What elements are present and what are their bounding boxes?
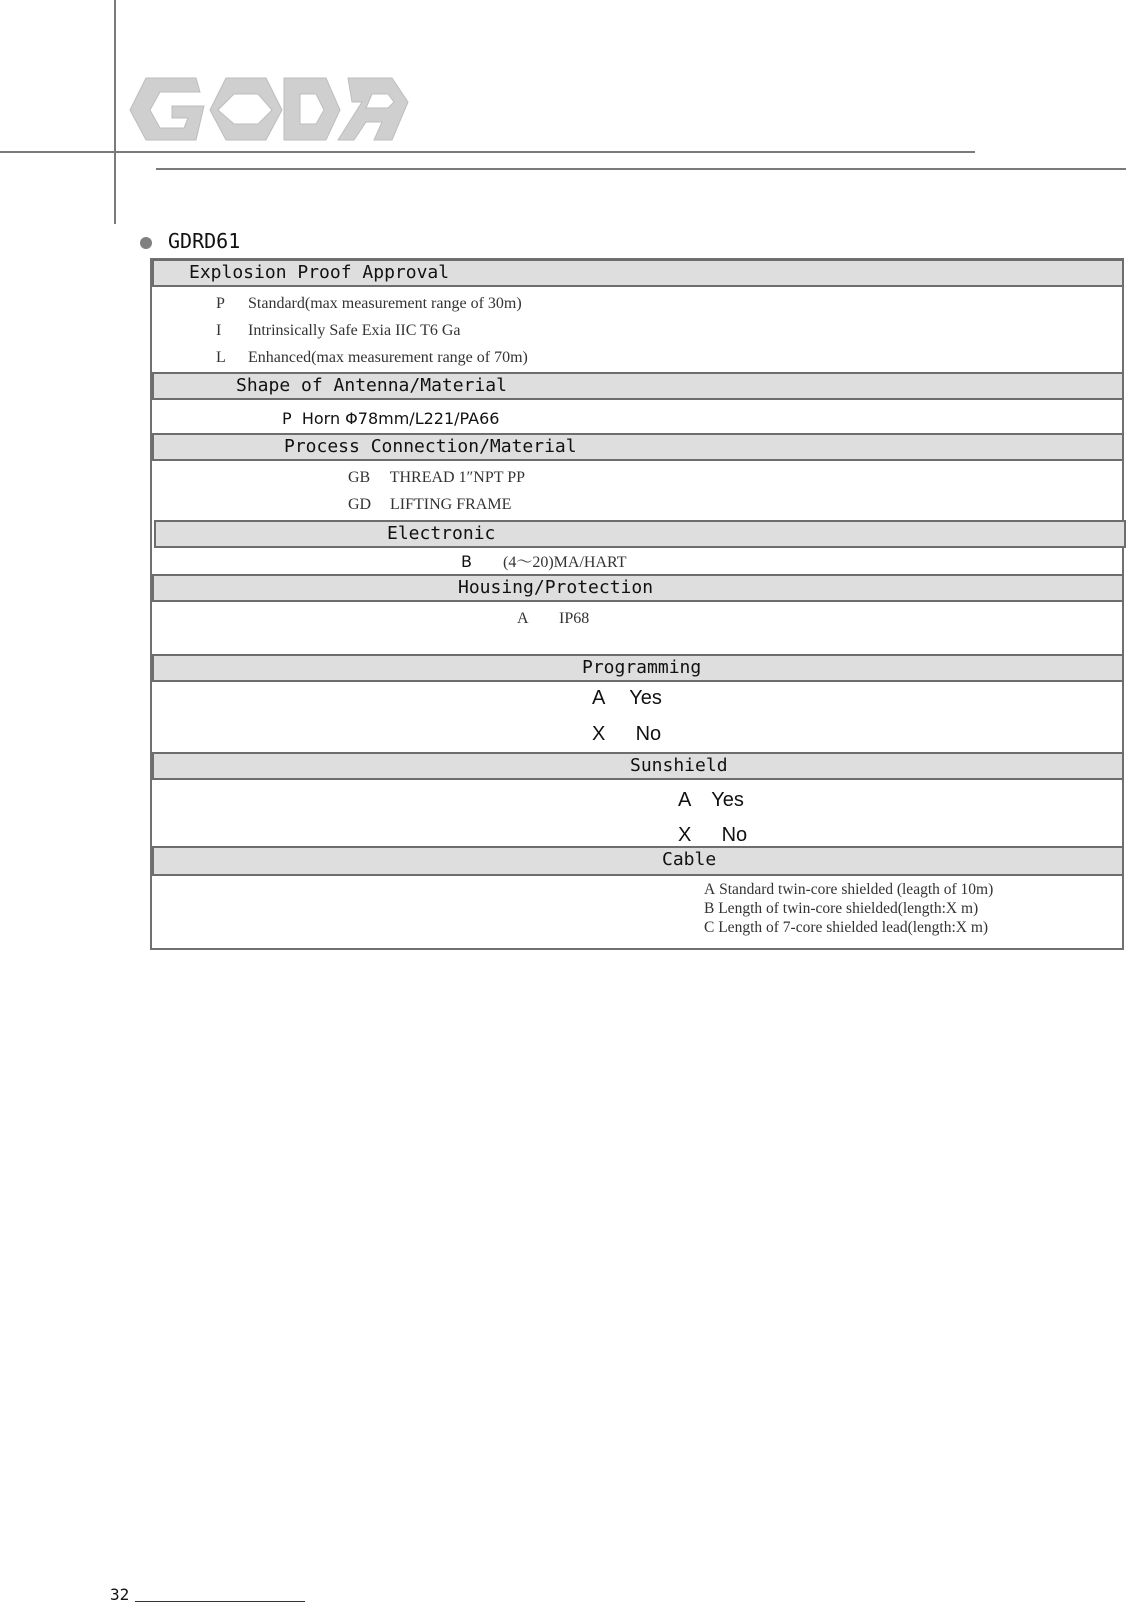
option-code: A <box>704 881 716 898</box>
option-row <box>678 825 747 845</box>
option-row <box>461 552 626 573</box>
option-row <box>517 609 589 629</box>
option-row <box>592 688 662 708</box>
section-header-electronic <box>154 520 1126 548</box>
section-header-programming <box>152 654 1124 682</box>
option-row <box>348 468 525 488</box>
header-rule-top <box>0 151 975 153</box>
option-text: Yes <box>711 789 744 811</box>
option-code: B <box>461 552 472 571</box>
header-vertical-rule <box>114 0 116 224</box>
option-text: (4～20)MA/HART <box>503 554 627 571</box>
section-header-housing <box>152 574 1124 602</box>
option-code: B <box>704 900 715 917</box>
option-code: GD <box>348 496 372 513</box>
option-code: GB <box>348 469 371 486</box>
option-text: Horn Φ78mm/L221/PA66 <box>301 409 500 428</box>
option-row <box>282 409 499 429</box>
option-row <box>704 918 988 937</box>
option-row <box>678 790 744 810</box>
option-text: Length of 7-core shielded lead(length:X m) <box>718 919 989 936</box>
section-header-process <box>152 433 1124 461</box>
section-header-explosion <box>152 259 1124 287</box>
option-row <box>216 294 522 314</box>
option-row <box>348 495 511 515</box>
option-text: No <box>721 824 748 846</box>
option-text: Standard twin-core shielded (leagth of 10m) <box>719 881 994 898</box>
option-code: A <box>678 789 692 811</box>
option-row <box>592 724 661 744</box>
option-code: P <box>216 295 225 312</box>
model-title: GDRD61 <box>168 229 241 253</box>
option-text: THREAD 1″NPT PP <box>389 469 525 486</box>
option-code: I <box>216 322 222 339</box>
option-code: C <box>704 919 715 936</box>
option-code: A <box>592 687 606 709</box>
section-title: Shape of Antenna/Material <box>236 375 507 396</box>
goda-logo-icon <box>126 74 416 146</box>
header-rule-bottom <box>156 168 1126 170</box>
section-title: Cable <box>662 849 717 870</box>
option-text: LIFTING FRAME <box>390 496 512 513</box>
section-header-sunshield <box>152 752 1124 780</box>
option-code: X <box>592 723 606 745</box>
option-text: Yes <box>629 687 662 709</box>
section-title: Process Connection/Material <box>284 436 577 457</box>
option-text: Standard(max measurement range of 30m) <box>248 295 522 312</box>
section-header-cable <box>152 846 1124 876</box>
option-text: Enhanced(max measurement range of 70m) <box>248 349 528 366</box>
page-number-rule <box>135 1601 305 1602</box>
section-title: Electronic <box>387 523 496 544</box>
section-title: Sunshield <box>630 755 728 776</box>
option-code: X <box>678 824 692 846</box>
option-code: P <box>282 409 292 428</box>
section-title: Programming <box>582 657 702 678</box>
section-header-antenna <box>152 372 1124 400</box>
option-text: Intrinsically Safe Exia IIC T6 Ga <box>248 322 461 339</box>
model-bullet <box>140 237 152 249</box>
brand-logo <box>126 74 416 150</box>
section-title: Housing/Protection <box>458 577 654 598</box>
option-code: L <box>216 349 226 366</box>
option-code: A <box>517 610 529 627</box>
option-text: Length of twin-core shielded(length:X m) <box>718 900 979 917</box>
option-row <box>216 348 528 368</box>
page-number: 32 <box>110 1585 130 1604</box>
option-text: IP68 <box>559 610 590 627</box>
option-text: No <box>635 723 662 745</box>
option-row <box>216 321 461 341</box>
option-row <box>704 899 978 918</box>
section-title: Explosion Proof Approval <box>189 262 450 283</box>
option-row <box>704 880 993 899</box>
